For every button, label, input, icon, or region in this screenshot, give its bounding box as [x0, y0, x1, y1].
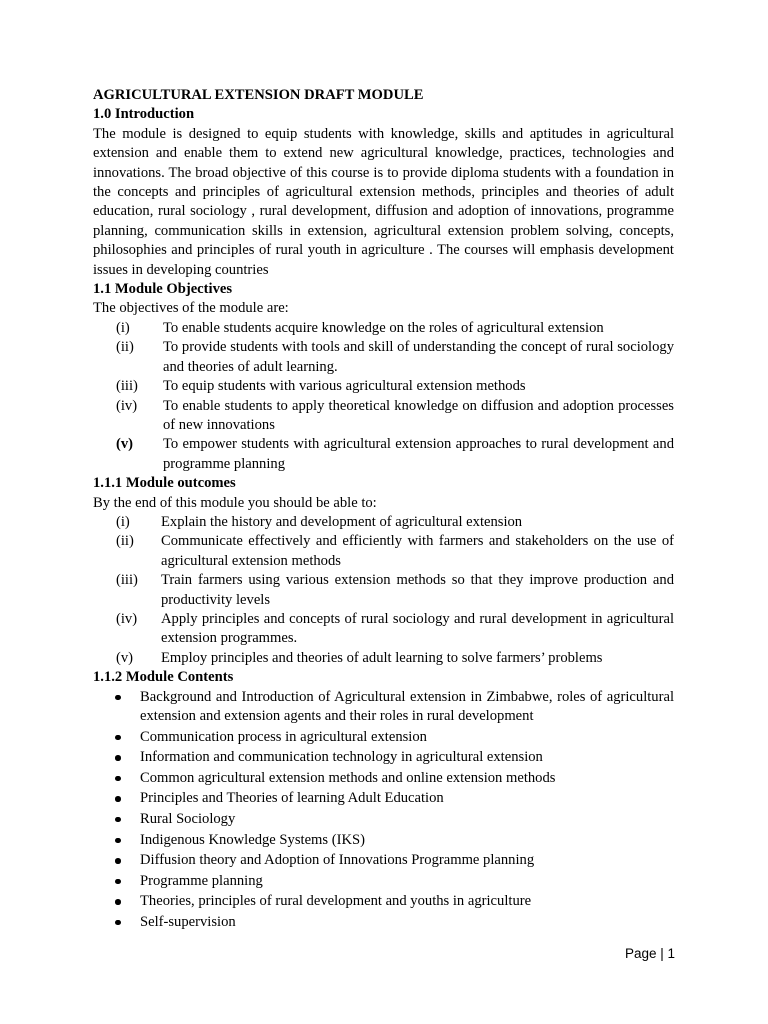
objective-text: To enable students acquire knowledge on the roles of agricultural extension: [163, 319, 604, 336]
contents-list: [93, 688, 674, 933]
bullet-icon: [93, 872, 140, 891]
outcome-number: (v): [116, 649, 134, 666]
outcome-number: (ii): [116, 533, 134, 550]
bullet-icon: [93, 831, 140, 850]
objective-number: (ii): [116, 339, 134, 356]
contents-item-text: Information and communication technology in agricultural extension: [140, 749, 543, 766]
outcomes-intro: By the end of this module you should be able to:: [93, 494, 377, 511]
objective-number: (iii): [116, 378, 138, 395]
bullet-icon: [93, 810, 140, 829]
objective-item: [93, 338, 674, 377]
intro-paragraph: The module is designed to equip students with knowledge, skills and aptitudes in agricultural extension and enable them to extend new agricultural knowledge, practices, technologies and innovations. The broad objective of this course is to provide diploma students with a foundation in the concepts and principles of agricultural extension methods, principles and theories of adult education, rural sociology , rural development, diffusion and adoption of innovations, programme planning, communication skills in extension, agricultural extension problem solving, concepts, philosophies and principles of rural youth in agriculture . The courses will emphasis development issues in developing countries: [93, 125, 674, 278]
contents-item: [93, 851, 674, 870]
objective-text: To enable students to apply theoretical knowledge on diffusion and adoption processes of new innovations: [163, 397, 674, 433]
outcome-text: Apply principles and concepts of rural sociology and rural development in agricultural extension programmes.: [161, 610, 674, 647]
objective-number: (iv): [116, 397, 138, 414]
objective-item: [93, 397, 674, 436]
contents-item: [93, 748, 674, 767]
objective-text: To equip students with various agricultural extension methods: [163, 378, 526, 395]
contents-heading: 1.1.2 Module Contents: [93, 669, 234, 686]
document-body: [93, 86, 674, 932]
bullet-icon: [93, 728, 140, 747]
contents-item: [93, 769, 674, 788]
outcome-item: [93, 513, 674, 532]
contents-item: [93, 688, 674, 727]
contents-item: [93, 810, 674, 829]
outcome-item: [93, 532, 674, 571]
objective-number: (v): [116, 436, 134, 453]
outcome-item: [93, 610, 674, 649]
objective-number: (i): [116, 319, 130, 336]
objective-text: To provide students with tools and skill of understanding the concept of rural sociology and theories of adult learning.: [163, 339, 674, 375]
contents-item-text: Principles and Theories of learning Adult Education: [140, 790, 444, 807]
contents-item-text: Theories, principles of rural development and youths in agriculture: [140, 893, 532, 910]
contents-item: [93, 872, 674, 891]
bullet-icon: [93, 688, 140, 727]
outcome-text: Explain the history and development of agricultural extension: [161, 513, 523, 530]
outcomes-heading: 1.1.1 Module outcomes: [93, 475, 236, 492]
outcome-text: Train farmers using various extension methods so that they improve production and productivity levels: [161, 572, 674, 608]
contents-item: [93, 728, 674, 747]
contents-item: [93, 913, 674, 932]
contents-item-text: Indigenous Knowledge Systems (IKS): [140, 831, 365, 848]
bullet-icon: [93, 769, 140, 788]
bullet-icon: [93, 892, 140, 911]
bullet-icon: [93, 789, 140, 808]
outcome-number: (iii): [116, 572, 138, 589]
objectives-list: [93, 319, 674, 474]
contents-item-text: Rural Sociology: [140, 810, 236, 827]
bullet-icon: [93, 851, 140, 870]
objective-item: [93, 377, 674, 396]
contents-item-text: Self-supervision: [140, 913, 236, 930]
contents-item-text: Common agricultural extension methods and online extension methods: [140, 769, 556, 786]
outcome-item: [93, 649, 674, 668]
objective-item: [93, 435, 674, 474]
bullet-icon: [93, 748, 140, 767]
intro-heading: 1.0 Introduction: [93, 106, 195, 123]
objective-item: [93, 319, 674, 338]
page-number: Page | 1: [624, 946, 675, 961]
objectives-intro: The objectives of the module are:: [93, 300, 289, 317]
contents-item-text: Background and Introduction of Agricultural extension in Zimbabwe, roles of agricultural extension and extension agents and their roles in rural development: [140, 688, 674, 724]
outcome-item: [93, 571, 674, 610]
outcome-number: (iv): [116, 610, 138, 627]
contents-item: [93, 892, 674, 911]
outcome-text: Communicate effectively and efficiently with farmers and stakeholders on the use of agricultural extension methods: [161, 533, 674, 569]
document-title: AGRICULTURAL EXTENSION DRAFT MODULE: [93, 87, 424, 103]
objective-text: To empower students with agricultural extension approaches to rural development and programme planning: [163, 436, 674, 472]
bullet-icon: [93, 913, 140, 932]
outcome-text: Employ principles and theories of adult learning to solve farmers’ problems: [161, 649, 603, 666]
contents-item: [93, 789, 674, 808]
outcome-number: (i): [116, 513, 130, 530]
contents-item-text: Communication process in agricultural extension: [140, 728, 427, 745]
contents-item-text: Programme planning: [140, 872, 263, 889]
objectives-heading: 1.1 Module Objectives: [93, 281, 233, 298]
outcomes-list: [93, 513, 674, 668]
contents-item-text: Diffusion theory and Adoption of Innovations Programme planning: [140, 852, 535, 869]
contents-item: [93, 831, 674, 850]
